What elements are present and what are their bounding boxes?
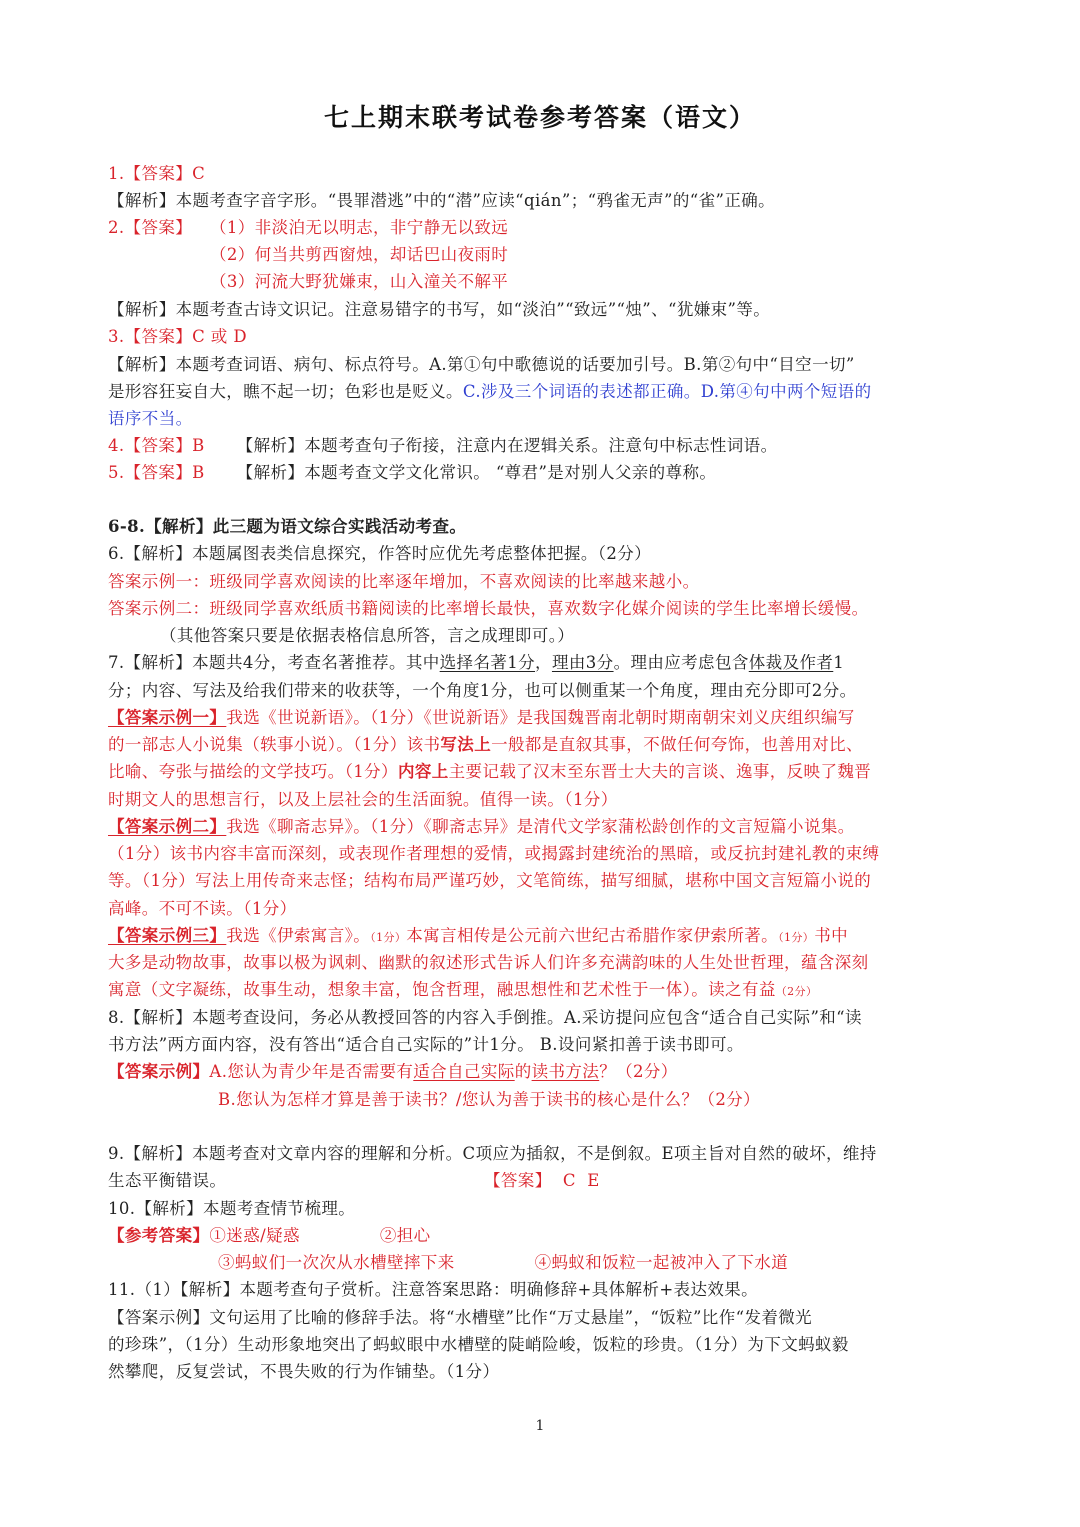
q7-example-2-text: 我选《聊斋志异》。（1分）《聊斋志异》是清代文学家蒲松龄创作的文言短篇小说集。 [226,817,855,836]
q8-example-label: 【答案示例】 [108,1062,210,1081]
q7-text-d: 理由3分 [551,653,614,672]
q7-text-a: 7.【解析】本题共4分，考查名著推荐。其中 [108,653,440,672]
q7-example-1-line2-c: 一般都是直叙其事，不做任何夸饰，也善用对比、 [491,735,863,754]
q10-answer-2: ②担心 [379,1226,431,1245]
q3-analysis-line3: 语序不当。 [108,409,193,428]
q10-answer-4: ④蚂蚁和饭粒一起被冲入了下水道 [534,1253,789,1272]
q7-example-1-line3 [108,758,978,785]
q9-analysis-line2: 生态平衡错误。 [108,1171,227,1190]
q7-example-3-line1-e: 书中 [814,926,849,945]
q7-example-2-line2: （1分）该书内容丰富而深刻，或表现作者理想的爱情，或揭露封建统治的黑暗，或反抗封建礼教的束缚 [108,844,880,863]
q6-analysis: 6.【解析】本题属图表类信息探究，作答时应优先考虑整体把握。（2分） [108,544,652,563]
q6-example-1: 答案示例一：班级同学喜欢阅读的比率逐年增加，不喜欢阅读的比率越来越小。 [108,572,700,591]
q7-example-3-line3 [108,976,978,1005]
q3-analysis-line1: 【解析】本题考查词语、病句、标点符号。A.第①句中歌德说的话要加引号。B.第②句中“目空一切” [108,355,855,374]
q7-text-g: 1 [833,653,845,672]
q7-example-2-line4: 高峰。不可不读。（1分） [108,899,297,918]
q10-answer-line2 [218,1249,978,1276]
page-title: 七上期末联考试卷参考答案（语文） [323,103,756,132]
q7-text-f: 体裁及作者 [748,653,834,672]
q7-example-1-text: 我选《世说新语》。（1分）《世说新语》是我国魏晋南北朝时期南朝宋刘义庆组织编写 [226,708,855,727]
q7-example-3-score-2: （1分） [778,931,815,944]
q7-example-3-label: 【答案示例三】 [108,926,227,945]
q7-example-1-line4: 时期文人的思想言行，以及上层社会的生活面貌。值得一读。（1分） [108,790,618,809]
q1-answer: 1.【答案】C [108,164,206,183]
q7-example-1-label: 【答案示例一】 [108,708,227,727]
q11-example-line3: 然攀爬，反复尝试，不畏失败的行为作铺垫。（1分） [108,1362,500,1381]
q6-example-2: 答案示例二：班级同学喜欢纸质书籍阅读的比率增长最快，喜欢数字化媒介阅读的学生比率增长缓慢。 [108,599,869,618]
q4-line [108,432,978,459]
q8-example-a-3: 的 [514,1062,532,1081]
q8-example-a [108,1058,978,1085]
q7-example-3-line2: 大多是动物故事，故事以极为讽刺、幽默的叙述形式告诉人们许多充满韵味的人生处世哲理，蕴含深刻 [108,953,869,972]
q3-answer: 3.【答案】C 或 D [108,327,247,346]
q10-answer-1: ①迷惑/疑惑 [209,1226,300,1245]
q7-example-2-label: 【答案示例二】 [108,817,227,836]
q7-example-3-score-3: （2分） [775,985,818,998]
q11-example-line1: 【答案示例】文句运用了比喻的修辞手法。将“水槽壁”比作“万丈悬崖”，“饭粒”比作“发着微光 [108,1308,813,1327]
q7-example-3-line3-a: 寓意（文字凝练，故事生动，想象丰富，饱含哲理，融思想性和艺术性于一体）。读之有益 [108,980,776,999]
q7-example-1-line3-b: 内容上 [397,762,449,781]
q3-analysis-line2-a: 是形容狂妄自大，瞧不起一切；色彩也是贬义。 [108,382,463,401]
q8-example-a-5: ？（2分） [599,1062,678,1081]
q1-analysis: 【解析】本题考查字音字形。“畏罪潜逃”中的“潜”应读“qián”；“鸦雀无声”的“雀”正确。 [108,191,776,210]
section-6-8-heading: 6-8.【解析】此三题为语文综合实践活动考查。 [108,517,467,536]
q8-example-a-2: 适合自己实际 [413,1062,515,1081]
q7-example-1-line2-b: 写法上 [440,735,492,754]
q7-analysis-line1 [108,649,978,676]
q8-analysis-line1: 8.【解析】本题考查设问，务必从教授回答的内容入手倒推。A.采访提问应包含“适合自己实际”和“读 [108,1008,862,1027]
q7-example-1-line1 [108,704,978,731]
q10-answer-label: 【参考答案】 [108,1226,210,1245]
q7-example-3-line1 [108,922,978,951]
q7-example-3-line1-a: 我选《伊索寓言》。 [226,926,371,945]
q2-answer-3: （3）河流大野犹嫌束，山入潼关不解平 [210,272,509,291]
q7-example-2-line3: 等。（1分）写法上用传奇来志怪；结构布局严谨巧妙，文笔简练，描写细腻，堪称中国文言短篇小说的 [108,871,872,890]
q7-text-c: ， [535,653,552,672]
q7-example-3-score-1: （1分） [370,931,407,944]
q10-answer-3: ③蚂蚁们一次次从水槽壁摔下来 [218,1253,455,1272]
q7-analysis-line2: 分；内容、写法及给我们带来的收获等，一个角度1分，也可以侧重某一个角度，理由充分即可2分。 [108,681,857,700]
q2-answer-label: 2.【答案】 [108,218,193,237]
q9-analysis-line1: 9.【解析】本题考查对文章内容的理解和分析。C项应为插叙，不是倒叙。E项主旨对自然的破坏，维持 [108,1144,877,1163]
q7-text-b: 选择名著1分 [439,653,536,672]
q5-analysis: 【解析】本题考查文学文化常识。 “尊君”是对别人父亲的尊称。 [236,463,717,482]
q6-note: （其他答案只要是依据表格信息所答，言之成理即可。） [160,626,575,645]
q4-answer: 4.【答案】B [108,436,205,455]
q8-example-b: B.您认为怎样才算是善于读书？/您认为善于读书的核心是什么？（2分） [218,1090,761,1109]
q7-example-1-line2-a: 的一部志人小说集（轶事小说）。（1分）该书 [108,735,441,754]
q7-example-3-line1-c: 本寓言相传是公元前六世纪古希腊作家伊索所著。 [406,926,779,945]
q2-answer-2: （2）何当共剪西窗烛，却话巴山夜雨时 [210,245,509,264]
q11-example-line2: 的珍珠”，（1分）生动形象地突出了蚂蚁眼中水槽壁的陡峭险峻，饭粒的珍贵。（1分）为下文蚂蚁毅 [108,1335,849,1354]
q3-analysis-line2-b: C.涉及三个词语的表述都正确。D.第④句中两个短语的 [462,382,872,401]
q9-answer: 【答案】 C E [484,1171,600,1190]
q8-example-a-4: 读书方法 [531,1062,600,1081]
q4-analysis: 【解析】本题考查句子衔接，注意内在逻辑关系。注意句中标志性词语。 [236,436,778,455]
q7-example-2-line1 [108,813,978,840]
q11-analysis: 11.（1）【解析】本题考查句子赏析。注意答案思路：明确修辞+具体解析+表达效果。 [108,1280,759,1299]
q10-answer-line1 [108,1222,978,1249]
q5-answer: 5.【答案】B [108,463,205,482]
page-number: 1 [535,1418,545,1434]
q2-analysis: 【解析】本题考查古诗文识记。注意易错字的书写，如“淡泊”“致远”“烛”、“犹嫌束”等。 [108,300,771,319]
q7-example-1-line2 [108,731,978,758]
q5-line [108,459,978,486]
q2-answer-1: （1）非淡泊无以明志，非宁静无以致远 [210,218,509,237]
q3-analysis-line2 [108,378,978,405]
q8-analysis-line2: 书方法”两方面内容，没有答出“适合自己实际的”计1分。 B.设问紧扣善于读书即可。 [108,1035,744,1054]
q10-analysis: 10.【解析】本题考查情节梳理。 [108,1199,356,1218]
q8-example-a-1: A.您认为青少年是否需要有 [209,1062,414,1081]
q7-example-1-line3-a: 比喻、夸张与描绘的文学技巧。（1分） [108,762,398,781]
q7-text-e: 。理由应考虑包含 [613,653,749,672]
q7-example-1-line3-c: 主要记载了汉末至东晋士大夫的言谈、逸事，反映了魏晋 [448,762,872,781]
